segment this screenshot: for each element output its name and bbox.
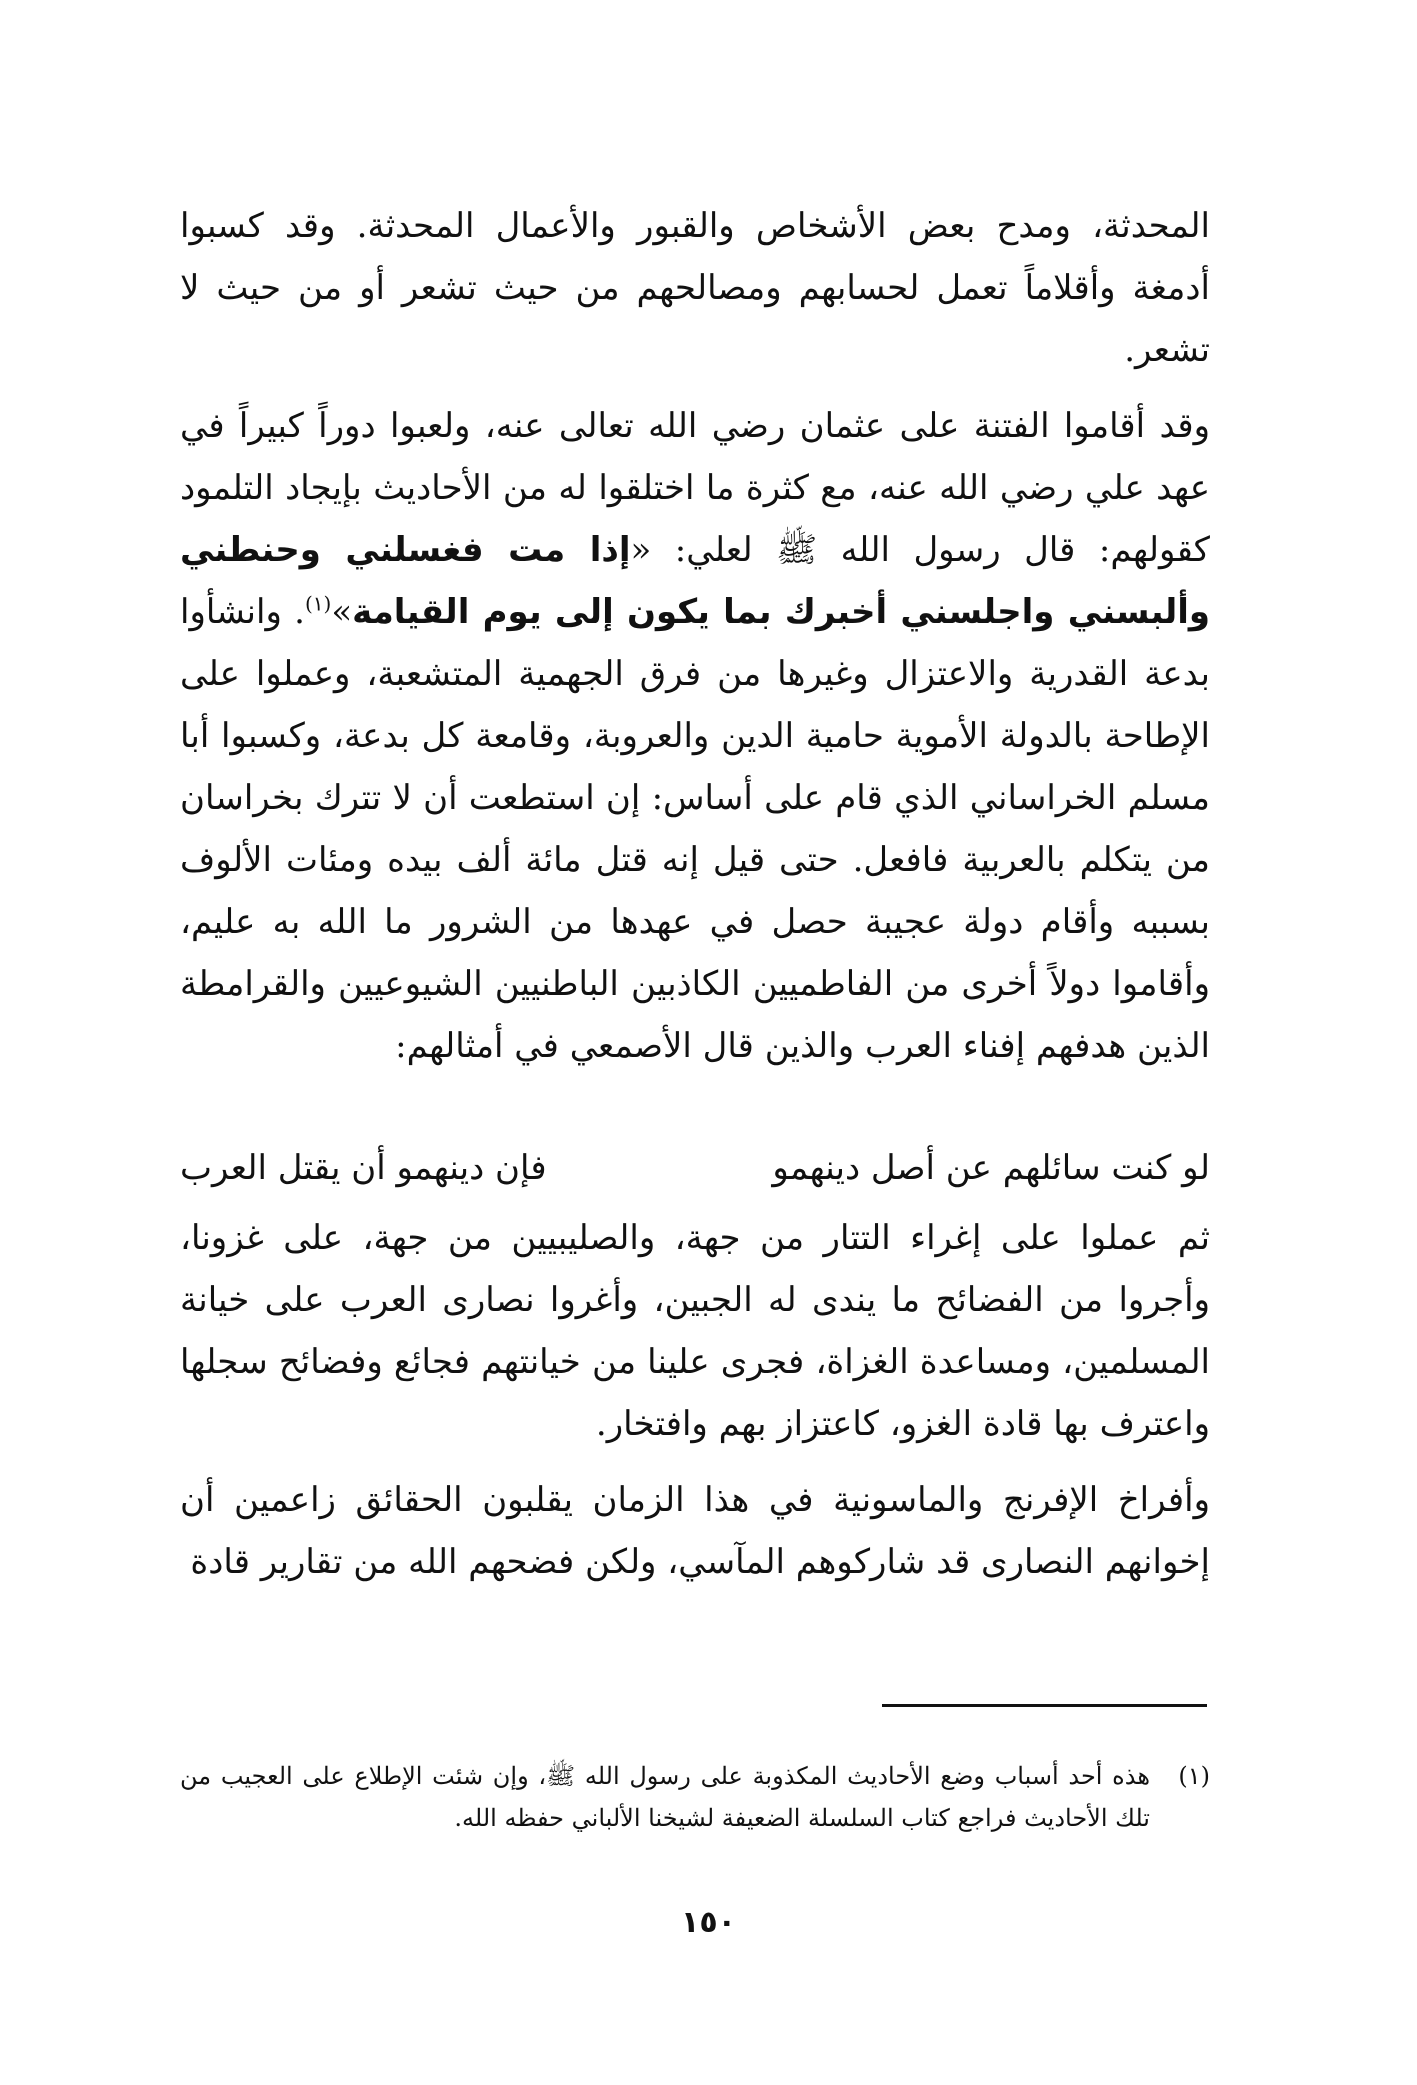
paragraph-1: المحدثة، ومدح بعض الأشخاص والقبور والأعمال المحدثة. وقد كسبوا أدمغة وأقلاماً تعمل لحسابهم ومصالحهم من حيث تشعر أو من حيث لا تشعر.: [180, 206, 1210, 370]
footnote: [180, 1755, 1210, 1839]
paragraph-2-intro: وقد أقاموا الفتنة على عثمان رضي الله تعالى عنه، ولعبوا دوراً كبيراً في عهد علي رضي الله عنه، مع كثرة ما اختلقوا له من الأحاديث بإيجاد التلمود كقولهم: قال رسول الله ﷺ لعلي: «: [180, 406, 1210, 570]
paragraph-3: ثم عملوا على إغراء التتار من جهة، والصليبيين من جهة، على غزونا، وأجروا من الفضائح ما يندى له الجبين، وأغروا نصارى العرب على خيانة المسلمين، ومساعدة الغزاة، فجرى علينا من خيانتهم فجائع وفضائح سجلها واعترف بها قادة الغزو، كاعتزاز بهم وافتخار.: [180, 1218, 1210, 1444]
footnote-number: (١): [1178, 1762, 1210, 1790]
footnote-marker[interactable]: (١): [304, 591, 332, 616]
page-number: ١٥٠: [681, 1905, 736, 1940]
poem-verse: [180, 1137, 1210, 1199]
hadith-quote: إذا مت فغسلني وحنطني وألبسني واجلسني أخبرك بما يكون إلى يوم القيامة: [180, 530, 1211, 632]
footnote-text: هذه أحد أسباب وضع الأحاديث المكذوبة على رسول الله ﷺ، وإن شئت الإطلاع على العجيب من تلك الأحاديث فراجع كتاب السلسلة الضعيفة لشيخنا الألباني حفظه الله.: [180, 1762, 1150, 1832]
footnote-separator: [882, 1704, 1207, 1707]
paragraph-4: وأفراخ الإفرنج والماسونية في هذا الزمان يقلبون الحقائق زاعمين أن إخوانهم النصارى قد شاركوهم المآسي، ولكن فضحهم الله من تقارير قادة: [180, 1480, 1210, 1582]
verse-first-hemistich: لو كنت سائلهم عن أصل دينهمو: [772, 1148, 1210, 1188]
verse-second-hemistich: فإن دينهمو أن يقتل العرب: [180, 1148, 547, 1188]
paragraph-2: [180, 395, 1210, 1077]
body-text: [180, 195, 1210, 1593]
quote-close: »: [331, 592, 353, 632]
paragraph-2-rest: . وانشأوا بدعة القدرية والاعتزال وغيرها من فرق الجهمية المتشعبة، وعملوا على الإطاحة بالدولة الأموية حامية الدين والعروبة، وقامعة كل بدعة، وكسبوا أبا مسلم الخراساني الذي قام على أساس: إن استطعت أن لا تترك بخراسان من يتكلم بالعربية فافعل. حتى قيل إنه قتل مائة ألف بيده ومئات الألوف بسببه وأقام دولة عجيبة حصل في عهدها من الشرور ما الله به عليم، وأقاموا دولاً أخرى من الفاطميين الكاذبين الباطنيين الشيوعيين والقرامطة الذين هدفهم إفناء العرب والذين قال الأصمعي في أمثالهم:: [180, 592, 1210, 1066]
